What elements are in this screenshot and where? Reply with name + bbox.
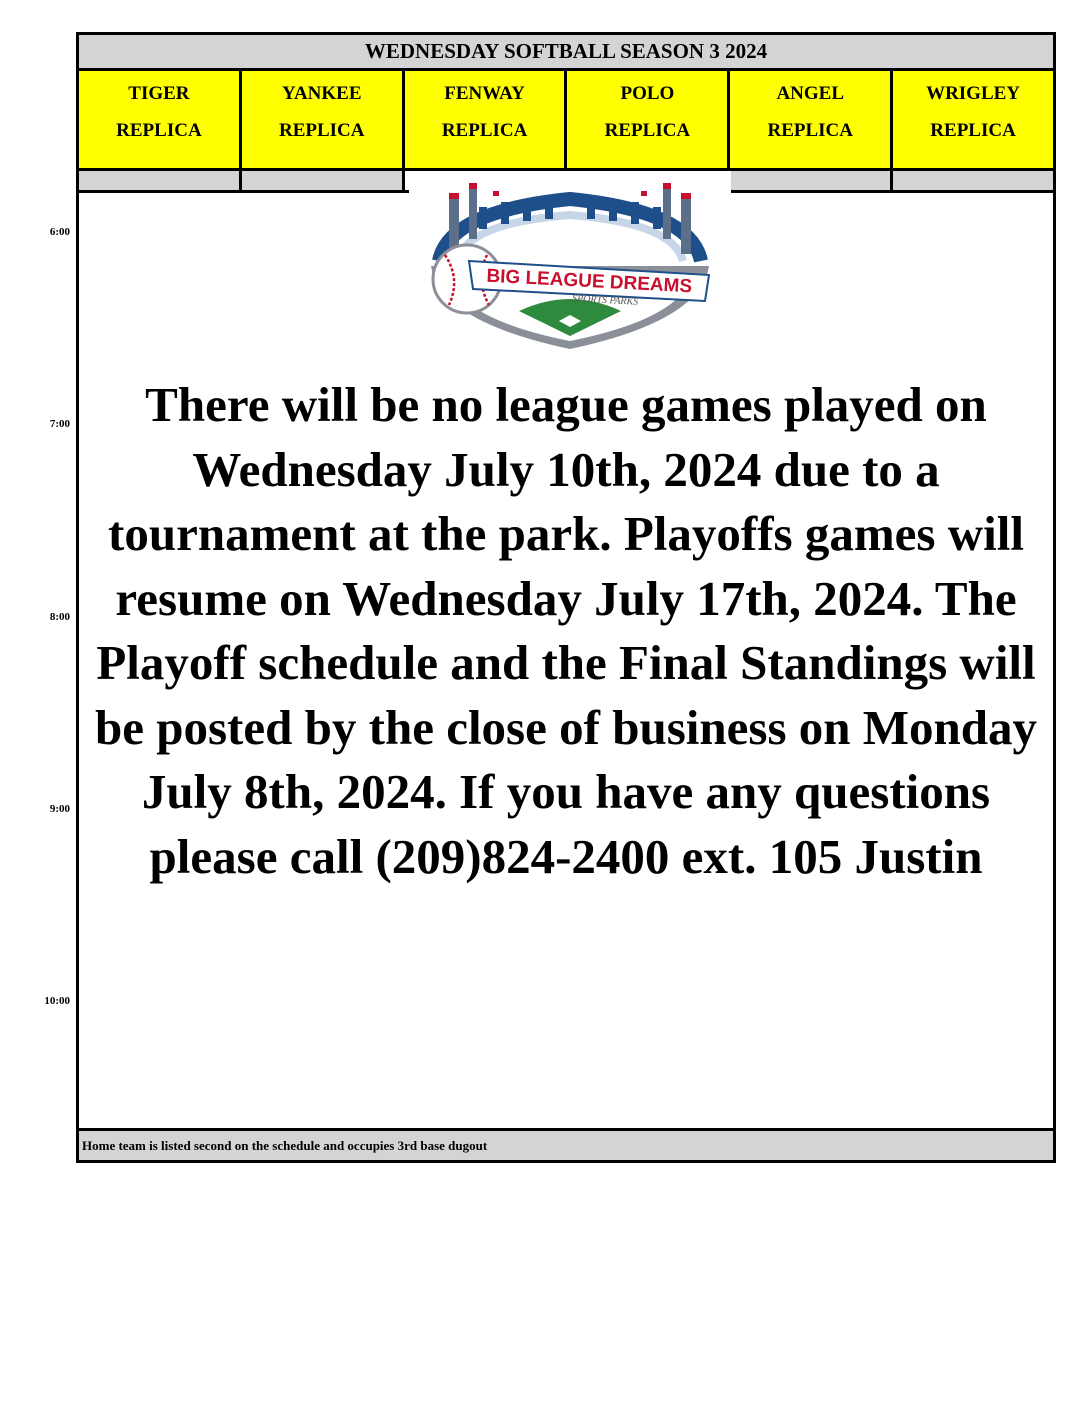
field-wrigley — [890, 71, 1053, 168]
field-sub: REPLICA — [278, 120, 365, 141]
schedule-sheet — [76, 32, 1056, 1163]
footer-note: Home team is listed second on the schedule and occupies 3rd base dugout — [79, 1128, 1053, 1160]
field-sub: REPLICA — [767, 120, 853, 141]
field-fenway — [402, 71, 565, 168]
field-tiger — [79, 71, 239, 168]
spacer-cell — [890, 171, 1053, 190]
field-name: YANKEE — [281, 83, 362, 104]
field-name: WRIGLEY — [926, 83, 1021, 104]
field-name: ANGEL — [776, 83, 845, 104]
field-sub: REPLICA — [930, 120, 1016, 141]
time-label-8pm: 8:00 — [49, 611, 70, 623]
field-name: FENWAY — [444, 83, 525, 104]
field-header-row — [79, 71, 1053, 171]
field-name: POLO — [620, 83, 675, 104]
field-sub: REPLICA — [441, 120, 528, 141]
time-label-6pm: 6:00 — [49, 226, 70, 238]
spacer-cell — [727, 171, 890, 190]
time-label-9pm: 9:00 — [49, 803, 70, 815]
logo-tagline: SPORTS PARKS — [571, 293, 639, 308]
field-angel — [727, 71, 890, 168]
big-league-dreams-logo — [409, 171, 731, 353]
field-yankee — [239, 71, 402, 168]
spacer-cell — [79, 171, 239, 190]
schedule-title: WEDNESDAY SOFTBALL SEASON 3 2024 — [79, 35, 1053, 71]
field-sub: REPLICA — [116, 120, 202, 141]
time-label-10pm: 10:00 — [44, 995, 70, 1007]
notice-text: There will be no league games played on Wednesday July 10th, 2024 due to a tournament at the park. Playoffs games will resume on Wednesday July 17th, 2024. The Playoff schedule and the Final Standings will be posted by the close of business on Monday July 8th, 2024. If you have any questions please call (209)824-2400 ext. 105 Justin — [94, 377, 1038, 884]
field-name: TIGER — [128, 83, 190, 104]
field-sub: REPLICA — [604, 120, 691, 141]
field-polo — [564, 71, 727, 168]
logo-text: BIG LEAGUE DREAMS — [485, 265, 693, 298]
spacer-cell — [239, 171, 402, 190]
time-label-7pm: 7:00 — [49, 418, 70, 430]
